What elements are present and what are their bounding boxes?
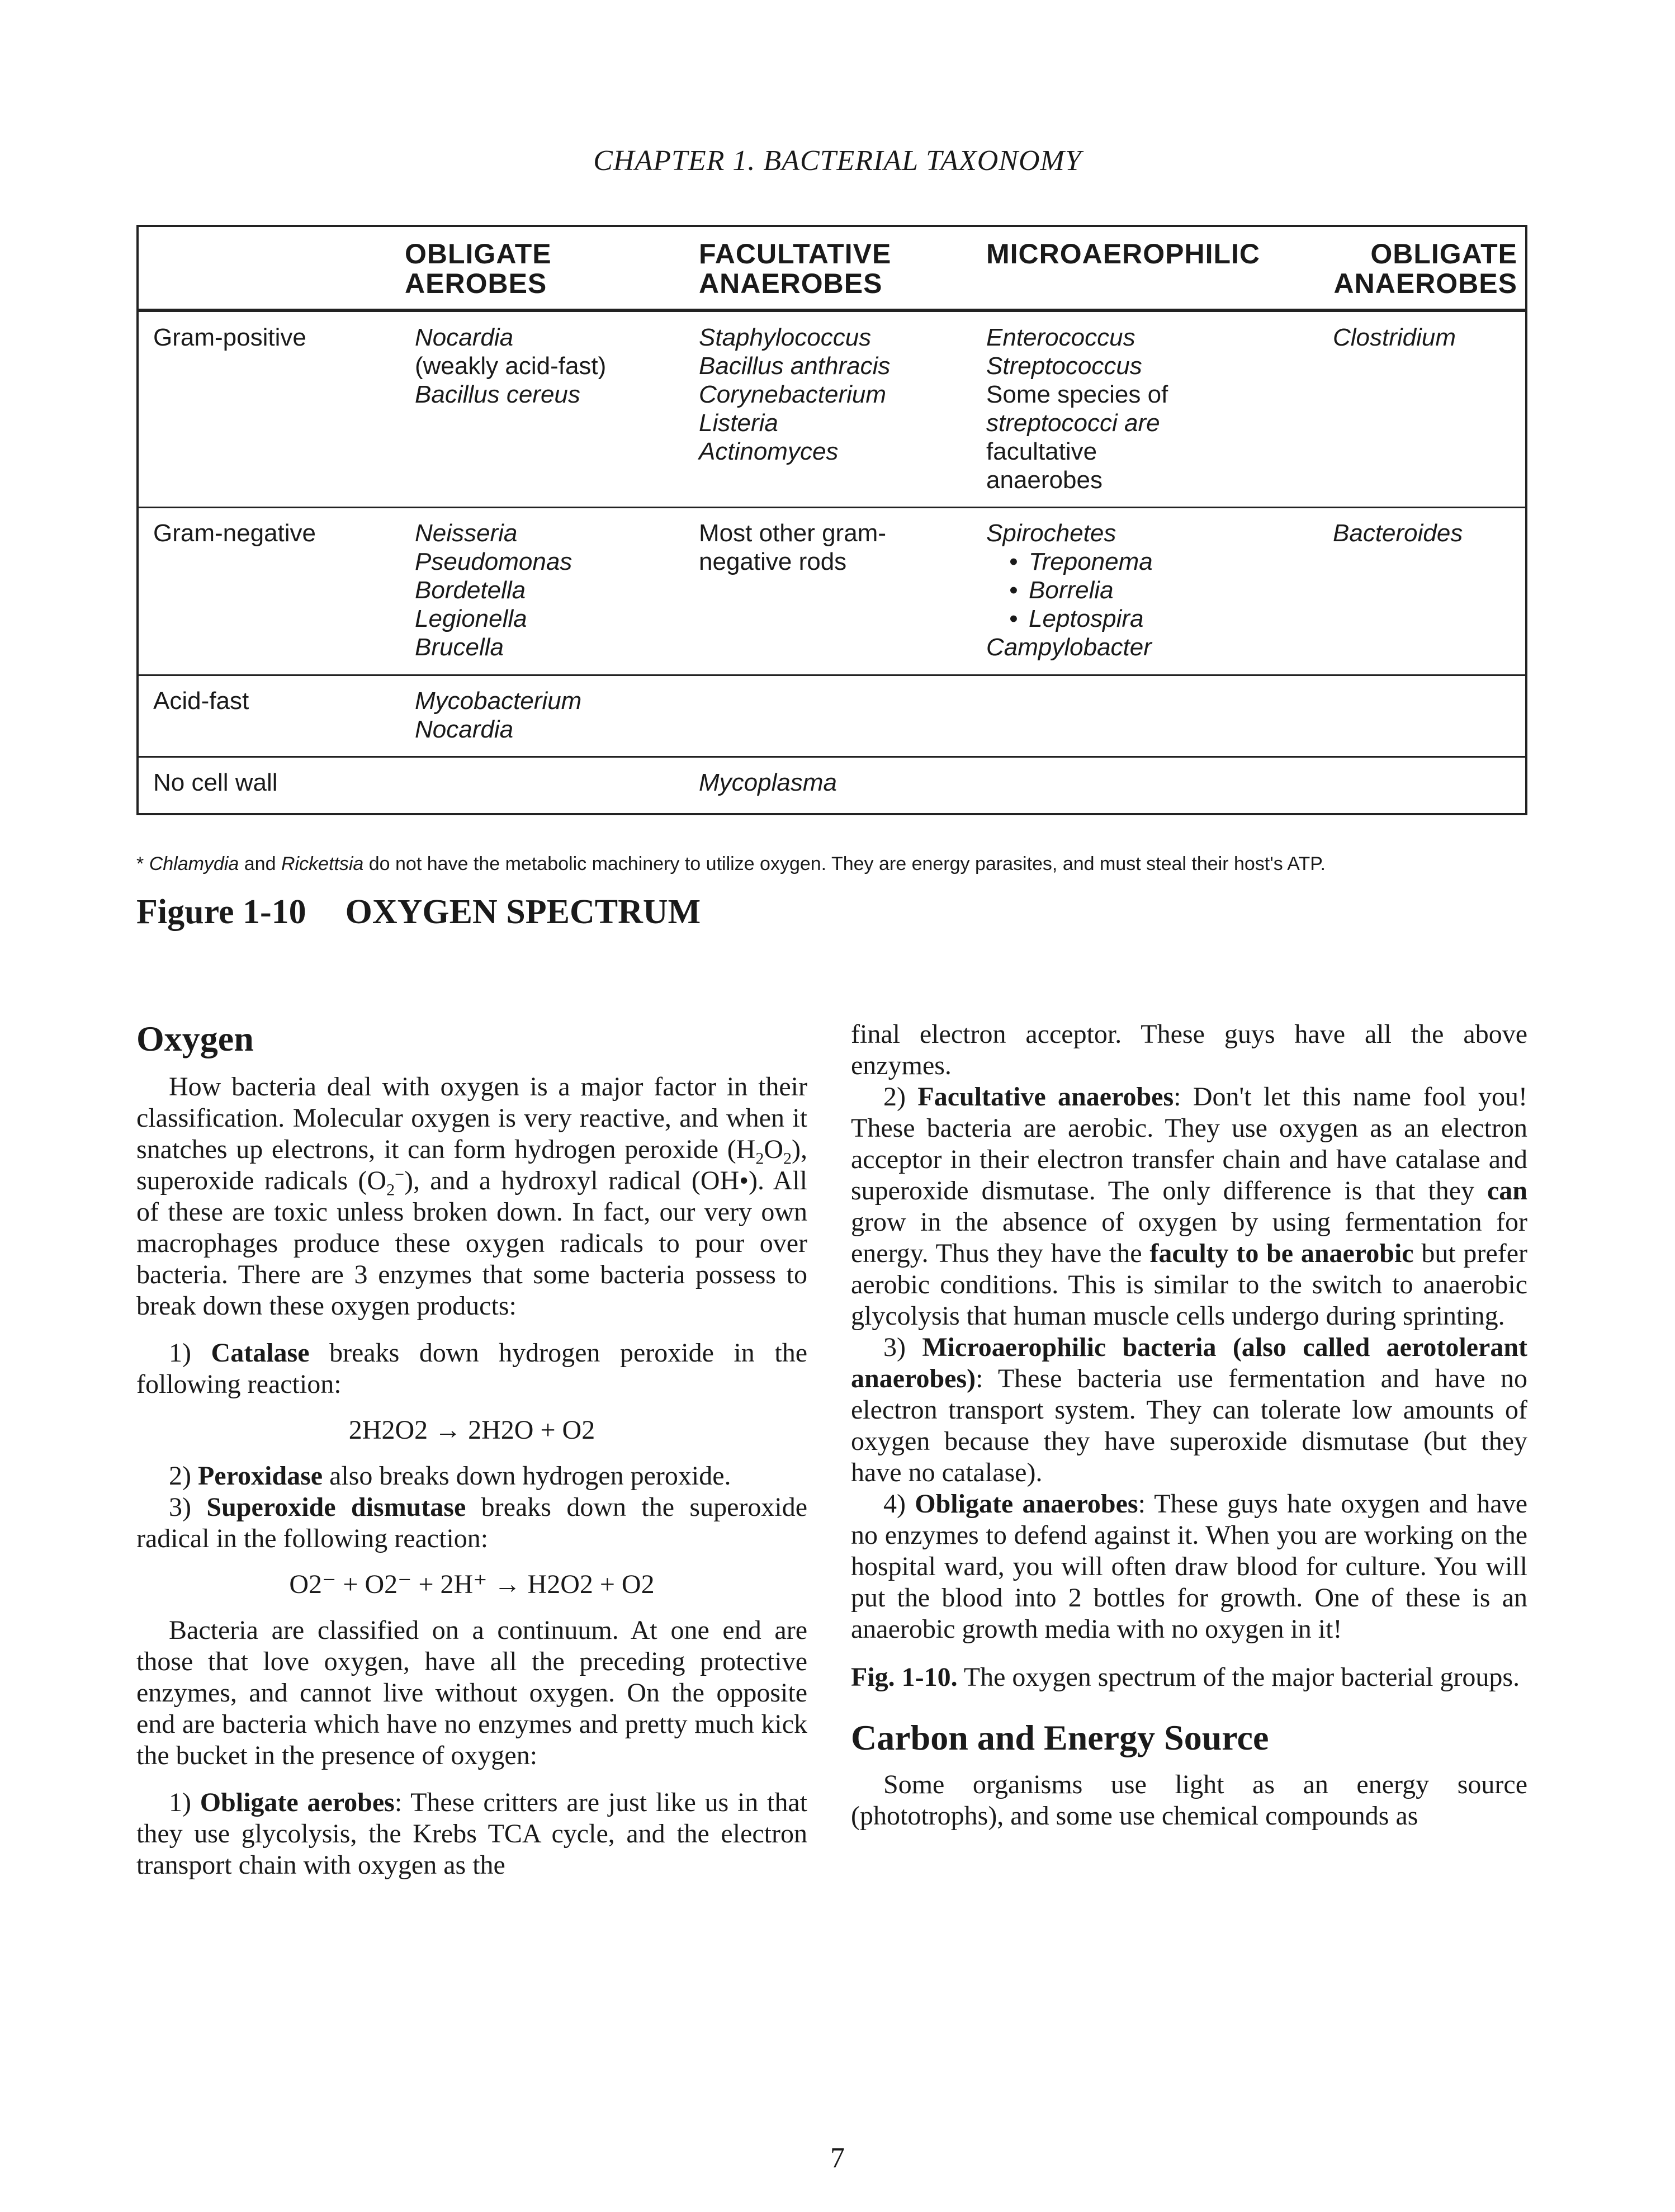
paragraph: final electron acceptor. These guys have all the above enzymes. bbox=[851, 1019, 1527, 1080]
gram-positive-obligate-aerobes bbox=[415, 323, 683, 409]
spirochete-list bbox=[986, 547, 1277, 633]
caption-label: Fig. 1-10. bbox=[851, 1662, 958, 1692]
cell-line: anaerobes bbox=[986, 466, 1103, 494]
cell-line: Streptococcus bbox=[986, 352, 1142, 380]
header-facultative-anaerobes: FACULTATIVE ANAEROBES bbox=[699, 238, 892, 299]
item-number: 3) bbox=[883, 1332, 906, 1362]
footnote-term: Rickettsia bbox=[281, 853, 364, 875]
oxygen-spectrum-table bbox=[136, 225, 1527, 815]
gram-negative-facultative bbox=[699, 519, 967, 576]
text-run: breaks down hydrogen peroxide in the following reaction: bbox=[136, 1338, 807, 1399]
figure-caption bbox=[851, 1662, 1527, 1693]
gram-negative-obligate-aerobes bbox=[415, 519, 683, 661]
header-divider bbox=[139, 309, 1525, 312]
item-number: 4) bbox=[883, 1489, 906, 1519]
equation-superoxide: O2⁻ + O2⁻ + 2H⁺ → H2O2 + O2 bbox=[289, 1570, 655, 1599]
cell-line: Nocardia bbox=[415, 716, 514, 743]
row-label-gram-negative: Gram-negative bbox=[153, 519, 316, 547]
figure-label: Figure 1-10 bbox=[136, 893, 306, 931]
item-number: 2) bbox=[883, 1082, 906, 1112]
row-label-gram-positive: Gram-positive bbox=[153, 324, 306, 351]
cell-line: Campylobacter bbox=[986, 634, 1152, 661]
text-run: : Don't let this name fool you! These bacteria are aerobic. They use oxygen as an electron acceptor in their electron transfer chain and have catalase and superoxide dismutase. The only difference is that they bbox=[851, 1082, 1527, 1206]
gram-positive-facultative bbox=[699, 323, 967, 466]
item-number: 1) bbox=[169, 1788, 191, 1817]
acid-fast-obligate-aerobes bbox=[415, 687, 683, 744]
gram-positive-obligate-anaerobes bbox=[1333, 323, 1501, 352]
text-run: : These bacteria use fermentation and have no electron transport system. They can tolerate low amounts of oxygen because they have superoxide dismutase (but they have no catalase). bbox=[851, 1364, 1527, 1487]
section-heading-carbon: Carbon and Energy Source bbox=[851, 1718, 1269, 1757]
cell-line: Corynebacterium bbox=[699, 381, 887, 408]
gram-positive-microaerophilic bbox=[986, 323, 1277, 494]
figure-title bbox=[136, 892, 701, 932]
list-item bbox=[851, 1332, 1527, 1488]
cell-line: Bacteroides bbox=[1333, 519, 1463, 547]
cell-line: Bacillus cereus bbox=[415, 381, 580, 408]
paragraph: Some organisms use light as an energy source (phototrophs), and some use chemical compounds as bbox=[851, 1770, 1527, 1831]
list-item bbox=[851, 1488, 1527, 1645]
right-column bbox=[851, 1019, 1527, 1832]
term: Superoxide dismutase bbox=[206, 1492, 466, 1522]
footnote-mark: * bbox=[136, 853, 144, 875]
header-obligate-anaerobes: OBLIGATE ANAEROBES bbox=[1333, 238, 1517, 299]
term: Peroxidase bbox=[197, 1461, 323, 1491]
cell-line: Bacillus anthracis bbox=[699, 352, 891, 380]
footnote-text: do not have the metabolic machinery to utilize oxygen. They are energy parasites, and must steal their host's ATP. bbox=[363, 853, 1326, 875]
term: Obligate anaerobes bbox=[915, 1489, 1138, 1519]
cell-line: facultative bbox=[986, 438, 1097, 465]
list-item bbox=[136, 1337, 807, 1400]
item-number: 1) bbox=[169, 1338, 191, 1368]
cell-line: Mycobacterium bbox=[415, 687, 582, 715]
no-cell-wall-facultative bbox=[699, 768, 967, 797]
section-heading-oxygen: Oxygen bbox=[136, 1019, 254, 1058]
cell-line: Nocardia bbox=[415, 324, 514, 351]
row-label-no-cell-wall: No cell wall bbox=[153, 769, 278, 796]
gram-negative-microaerophilic bbox=[986, 519, 1277, 661]
cell-line: Legionella bbox=[415, 605, 527, 632]
cell-line: Spirochetes bbox=[986, 519, 1116, 547]
row-divider bbox=[139, 507, 1525, 508]
text-run: ), and a hydroxyl radical (OH•). All of these are toxic unless broken down. In fact, our very own macrophages produce these oxygen radicals to pour over bacteria. There are 3 enzymes that some bacteria possess to break down these oxygen products: bbox=[136, 1166, 807, 1321]
list-item bbox=[136, 1492, 807, 1554]
cell-line: (weakly acid-fast) bbox=[415, 352, 607, 380]
cell-line: streptococci are bbox=[986, 409, 1160, 437]
text-run: : These guys hate oxygen and have no enzymes to defend against it. When you are working on the hospital ward, you will often draw blood for culture. You will put the blood into 2 bottles for growth. One of these is an anaerobic growth media with no oxygen in it! bbox=[851, 1489, 1528, 1644]
footnote-text: and bbox=[239, 853, 281, 875]
list-item: • Borrelia bbox=[986, 576, 1277, 604]
item-number: 2) bbox=[169, 1461, 191, 1491]
text-run: but prefer aerobic conditions. This is similar to the switch to anaerobic glycolysis that human muscle cells undergo during sprinting. bbox=[851, 1239, 1527, 1331]
cell-line: Clostridium bbox=[1333, 324, 1456, 351]
page-number: 7 bbox=[830, 2142, 845, 2174]
equation-catalase: 2H2O2 → 2H2O + O2 bbox=[348, 1415, 595, 1445]
row-label-acid-fast: Acid-fast bbox=[153, 687, 249, 715]
figure-name: OXYGEN SPECTRUM bbox=[345, 893, 701, 931]
running-head: CHAPTER 1. BACTERIAL TAXONOMY bbox=[593, 145, 1082, 177]
term: faculty to be anaerobic bbox=[1149, 1239, 1414, 1268]
cell-line: Staphylococcus bbox=[699, 324, 872, 351]
text-run: breaks down the superoxide radical in the following reaction: bbox=[136, 1492, 807, 1553]
cell-line: negative rods bbox=[699, 548, 847, 575]
cell-line bbox=[986, 409, 1277, 437]
text-run: O bbox=[764, 1135, 784, 1164]
footnote-term: Chlamydia bbox=[149, 853, 239, 875]
paragraph: How bacteria deal with oxygen is a major factor in their classification. Molecular oxygen is very reactive, and when it snatches up electrons, it can form hydrogen peroxide $(H_2O_2)$, superoxide radicals $(O_2^-)$, and a hydroxyl radical (OH•). All of these are toxic unless broken down. In fact, our very own macrophages produce these oxygen radicals to pour over bacteria. There are 3 enzymes that some bacteria possess to break down these oxygen products: bbox=[136, 1072, 807, 1321]
text-run: also breaks down hydrogen peroxide. bbox=[323, 1461, 731, 1491]
cell-line: Enterococcus bbox=[986, 324, 1135, 351]
list-item: • Leptospira bbox=[986, 604, 1277, 633]
term: Catalase bbox=[211, 1338, 310, 1368]
cell-line: Listeria bbox=[699, 409, 778, 437]
row-divider bbox=[139, 756, 1525, 758]
list-item: • Treponema bbox=[986, 547, 1277, 576]
list-item bbox=[136, 1787, 807, 1881]
text-run: How bacteria deal with oxygen is a major factor in their classification. Molecular oxygen is very reactive, and when it snatches up electrons, it can form hydrogen peroxide (H bbox=[136, 1072, 807, 1164]
term: can bbox=[1487, 1176, 1527, 1206]
left-column bbox=[136, 1019, 807, 1881]
cell-line: Brucella bbox=[415, 634, 504, 661]
item-number: 3) bbox=[169, 1492, 191, 1522]
list-item bbox=[851, 1081, 1527, 1332]
text-run: grow in the absence of oxygen by using fermentation for energy. Thus they have the bbox=[851, 1207, 1527, 1268]
gram-negative-obligate-anaerobes bbox=[1333, 519, 1501, 547]
cell-line: Bordetella bbox=[415, 576, 526, 604]
cell-line: Pseudomonas bbox=[415, 548, 572, 575]
paragraph: Bacteria are classified on a continuum. At one end are those that love oxygen, have all the preceding protective enzymes, and cannot live without oxygen. On the opposite end are bacteria which have no enzymes and pretty much kick the bucket in the presence of oxygen: bbox=[136, 1615, 807, 1770]
header-obligate-aerobes: OBLIGATE AEROBES bbox=[405, 238, 552, 299]
row-divider bbox=[139, 674, 1525, 676]
text-run: ), superoxide radicals (O bbox=[136, 1135, 807, 1195]
text-run: : These critters are just like us in that they use glycolysis, the Krebs TCA cycle, and the electron transport chain with oxygen as the bbox=[136, 1788, 807, 1880]
cell-line: Neisseria bbox=[415, 519, 518, 547]
table-footnote bbox=[136, 852, 1534, 876]
cell-line: Actinomyces bbox=[699, 438, 839, 465]
term: Facultative anaerobes bbox=[917, 1082, 1174, 1112]
caption-text: The oxygen spectrum of the major bacterial groups. bbox=[957, 1662, 1520, 1692]
header-microaerophilic: MICROAEROPHILIC bbox=[986, 238, 1260, 270]
cell-line: Mycoplasma bbox=[699, 769, 837, 796]
term: Obligate aerobes bbox=[200, 1788, 395, 1817]
list-item bbox=[136, 1461, 807, 1492]
term: Microaerophilic bacteria (also called aerotolerant anaerobes) bbox=[851, 1332, 1527, 1393]
cell-line: Some species of bbox=[986, 381, 1168, 408]
cell-line: Most other gram- bbox=[699, 519, 886, 547]
